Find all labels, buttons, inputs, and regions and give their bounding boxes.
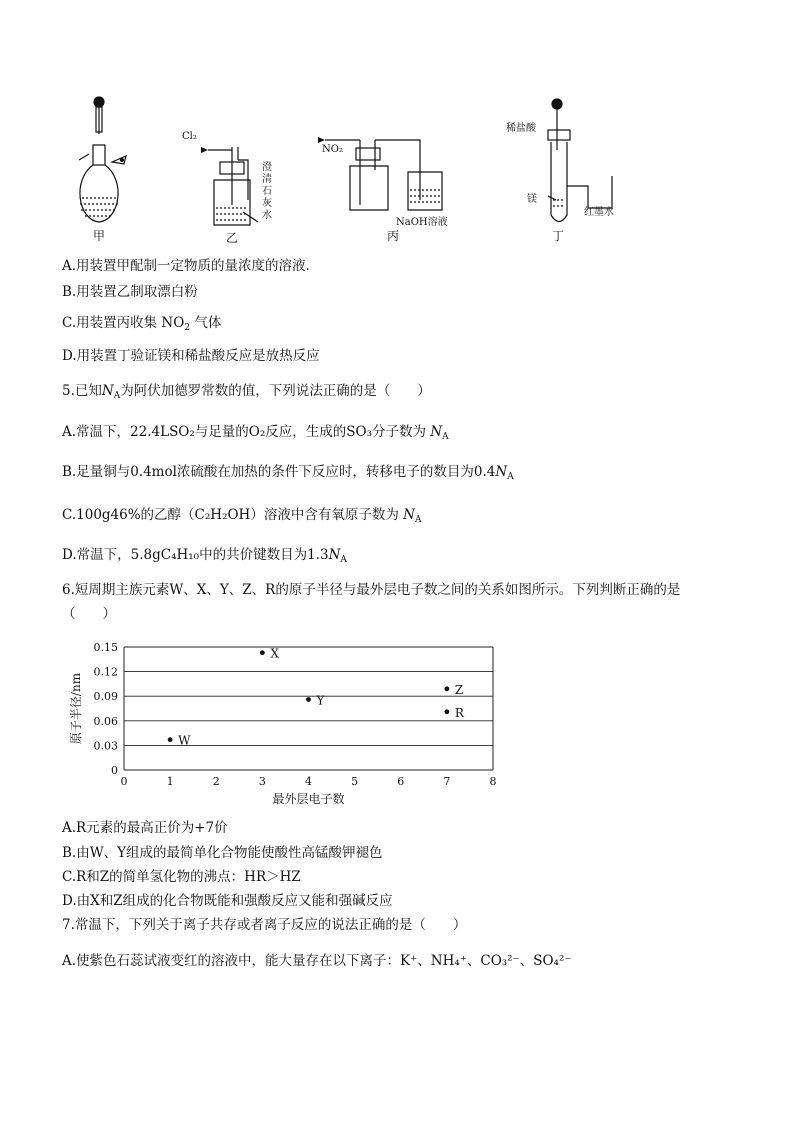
- x-tick-label: 7: [443, 775, 451, 788]
- point-label-x: X: [270, 646, 279, 661]
- y-tick-label: 0.09: [93, 690, 118, 704]
- y-tick-label: 0.06: [93, 714, 118, 728]
- y-tick-label: 0: [111, 764, 118, 777]
- data-point-y: [306, 697, 311, 702]
- q6-option-d: D.由X和Z组成的化合物既能和强酸反应又能和强碱反应: [62, 893, 393, 909]
- caption-bing: 丙: [387, 229, 400, 243]
- q5-option-b: B.足量铜与0.4mol浓硫酸在加热的条件下反应时，转移电子的数目为$0.4N_A$: [62, 464, 514, 482]
- q6-stem-line1: 6.短周期主族元素W、X、Y、Z、R的原子半径与最外层电子数之间的关系如图所示。下列判断正确的是: [62, 582, 681, 598]
- q4-option-c: C.用装置丙收集 $NO_2$ 气体: [62, 315, 222, 333]
- ding-acid-label: 稀盐酸: [506, 123, 536, 134]
- q6-option-b: B.由W、Y组成的最简单化合物能使酸性高锰酸钾褪色: [62, 845, 383, 861]
- q4-option-a: A.用装置甲配制一定物质的量浓度的溶液.: [62, 258, 310, 274]
- q6-option-a: A.R元素的最高正价为+7价: [62, 820, 228, 836]
- y-tick-label: 0.12: [93, 665, 118, 679]
- x-axis-label: 最外层电子数: [272, 792, 345, 806]
- bing-gas-label: NO₂: [322, 144, 343, 155]
- caption-yi: 乙: [226, 231, 239, 245]
- q4-option-c-text: C.用装置丙收集: [62, 315, 158, 331]
- x-tick-label: 3: [258, 775, 266, 788]
- q6-option-c: C.R和Z的简单氢化物的沸点：HR＞HZ: [62, 869, 301, 885]
- radius-vs-electrons-chart: [0, 625, 794, 825]
- q5-stem: 5.已知$N_A$为阿伏加德罗常数的值，下列说法正确的是（ ）: [62, 383, 431, 401]
- q5-option-a-text: A.常温下，22.4LSO₂与足量的O₂反应，生成的SO₃分子数为: [62, 424, 426, 440]
- x-tick-label: 0: [120, 775, 128, 788]
- q5-option-a: A.常温下，22.4LSO₂与足量的O₂反应，生成的SO₃分子数为 $N_A$: [62, 424, 449, 442]
- q5-option-d-text: D.常温下，5.8gC₄H₁₀中的共价键数目为1.3: [62, 547, 329, 563]
- q4-option-b: B.用装置乙制取漂白粉: [62, 284, 198, 300]
- q4-option-c-tail: 气体: [194, 315, 222, 331]
- q7-stem: 7.常温下，下列关于离子共存或者离子反应的说法正确的是（ ）: [62, 917, 467, 933]
- q5-stem-post: 为阿伏加德罗常数的值，下列说法正确的是（ ）: [120, 383, 431, 399]
- q5-stem-pre: 5.已知: [62, 383, 102, 399]
- q5-option-d: D.常温下，5.8gC₄H₁₀中的共价键数目为$1.3N_A$: [62, 547, 347, 565]
- q5-option-c-text: C.100g46%的乙醇（C₂H₂OH）溶液中含有氧原子数为: [62, 507, 399, 523]
- caption-ding: 丁: [552, 229, 565, 243]
- apparatus-jia-flask: [79, 97, 126, 222]
- x-tick-label: 2: [212, 775, 220, 788]
- point-label-r: R: [454, 705, 464, 720]
- point-label-z: Z: [454, 682, 464, 697]
- ding-ink-label: 红墨水: [584, 207, 614, 218]
- x-tick-label: 1: [166, 775, 174, 788]
- q6-stem-line2: （ ）: [62, 606, 116, 622]
- x-tick-label: 5: [351, 775, 359, 788]
- q7-option-a: A.使紫色石蕊试液变红的溶液中，能大量存在以下离子：K⁺、NH₄⁺、CO₃²⁻、SO₄²⁻: [62, 953, 572, 969]
- caption-jia: 甲: [93, 229, 106, 243]
- point-label-y: Y: [316, 693, 325, 708]
- point-label-w: W: [178, 733, 191, 748]
- bing-beaker-label: NaOH溶液: [396, 217, 448, 228]
- x-tick-label: 8: [489, 775, 497, 788]
- q5-option-b-text: B.足量铜与0.4mol浓硫酸在加热的条件下反应时，转移电子的数目为0.4: [62, 464, 496, 480]
- x-tick-label: 4: [305, 775, 312, 788]
- yi-gas-label: Cl₂: [182, 131, 197, 142]
- y-tick-label: 0.03: [93, 739, 118, 753]
- data-point-w: [168, 737, 173, 742]
- apparatus-yi-bottle: [208, 147, 258, 225]
- q4-option-d: D.用装置丁验证镁和稀盐酸反应是放热反应: [62, 348, 320, 364]
- x-tick-label: 6: [397, 775, 405, 788]
- q5-option-c: C.100g46%的乙醇（C₂H₂OH）溶液中含有氧原子数为 $N_A$: [62, 507, 422, 525]
- data-point-z: [444, 686, 449, 691]
- data-point-x: [260, 650, 265, 655]
- ding-metal-label: 镁: [527, 194, 537, 205]
- y-tick-label: 0.15: [93, 641, 118, 654]
- y-axis-label: 原子半径/nm: [69, 672, 83, 745]
- yi-side-label: 澄清石灰水: [262, 162, 272, 221]
- data-point-r: [444, 709, 449, 714]
